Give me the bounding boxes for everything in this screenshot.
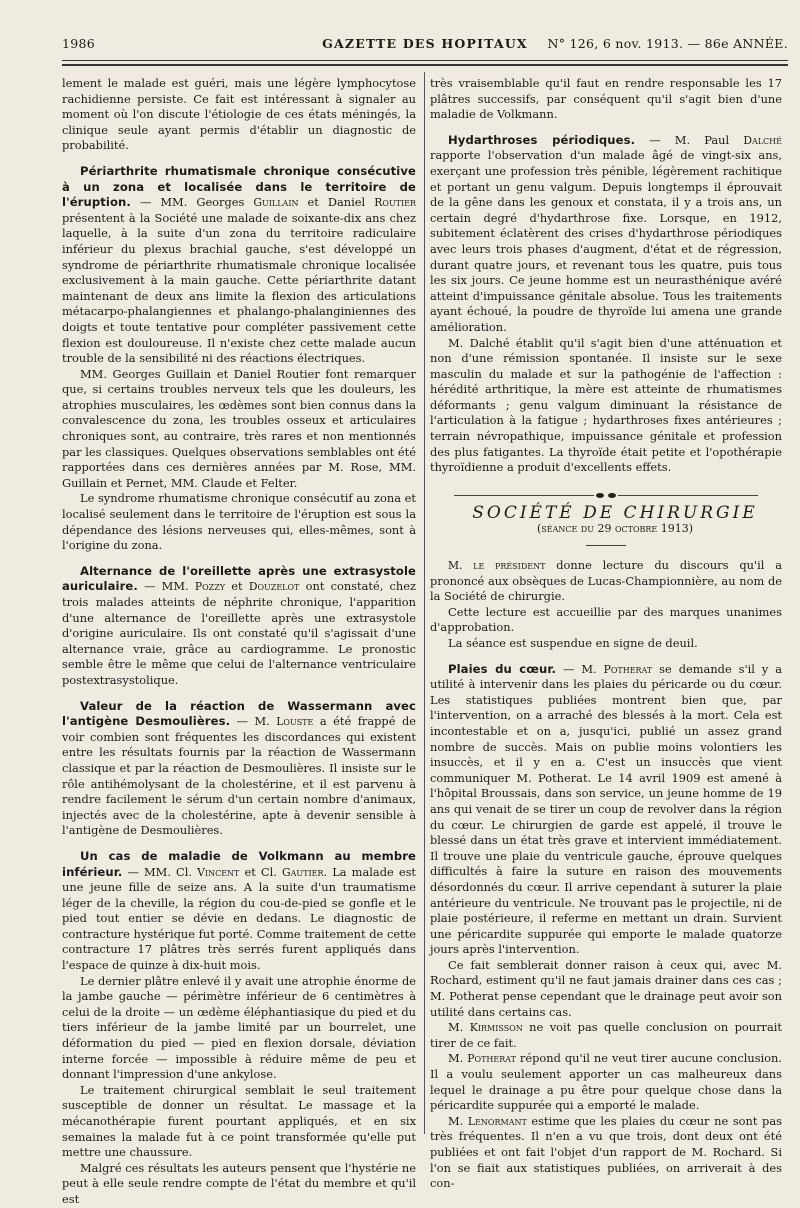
page-number: 1986 bbox=[62, 36, 96, 51]
paragraph-continuation: lement le malade est guéri, mais une légère lymphocytose rachidienne persiste. Ce fait est intéressant à signaler au moment où l'on discute l'étiologie de ces états méningés, la clinique seule ayant permis d'établir un diagnostic de probabilité. bbox=[62, 76, 416, 153]
header-rule-thin bbox=[62, 60, 788, 61]
paragraph: M. Lenormant estime que les plaies du cœur ne sont pas très fréquentes. Il n'en a vu que trois, dont deux ont été publiées et ont fait l'objet d'un rapport de M. Rochard. Si l'on se fiait aux statistiques publiées, on arriverait à des con- bbox=[430, 1113, 782, 1191]
speaker-name: Potherat bbox=[467, 1052, 516, 1066]
left-column bbox=[62, 76, 416, 1208]
speaker-name: M. le président bbox=[448, 559, 546, 573]
section-heading: Valeur de la réaction de Wassermann avec l'antigène Desmoulières. bbox=[62, 698, 416, 729]
author-name: Guillain bbox=[253, 196, 299, 210]
section-heading: Un cas de maladie de Volkmann au membre inférieur. bbox=[62, 848, 416, 879]
paragraph: Cette lecture est accueillie par des marques unanimes d'approbation. bbox=[430, 604, 782, 635]
section-plaies-du-coeur: Plaies du cœur. — M. Potherat se demande s'il y a utilité à intervenir dans les plaies du péricarde ou du cœur. Les statistiques publiées montrent bien que, par l'intervention, on a arraché des blessés à la mort. Cela est incontestable et on a, jusqu'ici, publié un assez grand nombre de succès. Mais on publie moins volontiers les insuccès, et il y en a. C'est un insuccès que vient communiquer M. Potherat. Le 14 avril 1909 est amené à l'hôpital Broussais, dans son service, un jeune homme de 19 ans qui venait de se tirer un coup de revolver dans la région du cœur. Le chirurgien de garde est appelé, il trouve le blessé dans un état très grave et intervient immédiatement. Il trouve une plaie du ventricule gauche, éprouve quelques difficultés à faire la suture en raison des mouvements désordonnés du cœur. Il arrive cependant à suturer la plaie antérieure du ventricule. Ne trouvant pas le projectile, ni de plaie postérieure, il referme en mettant un drain. Survient une péricardite suppurée qui emporte le malade quatorze jours après l'intervention. bbox=[430, 661, 782, 957]
author-name: Routier bbox=[374, 196, 417, 210]
column-divider bbox=[424, 72, 425, 1134]
author-name: Dalché bbox=[743, 133, 782, 147]
speaker-name: Lenormant bbox=[467, 1114, 527, 1128]
speaker-name: Kirmisson bbox=[469, 1021, 523, 1035]
paragraph: M. le président donne lecture du discours qu'il a prononcé aux obsèques de Lucas-Championnière, au nom de la Société de chirurgie. bbox=[430, 558, 782, 604]
section-heading: Hydarthroses périodiques. bbox=[448, 132, 636, 147]
author-name: Vincent bbox=[197, 865, 240, 879]
society-title: SOCIÉTÉ DE CHIRURGIE bbox=[472, 502, 758, 523]
speaker-name: Potherat bbox=[603, 662, 653, 676]
session-date: (séance du 29 octobre 1913) bbox=[536, 522, 694, 536]
issue-info: N° 126, 6 nov. 1913. — 86e ANNÉE. bbox=[547, 36, 788, 51]
section-alternance: Alternance de l'oreillette après une extrasystole auriculaire. — MM. Pozzy et Douzelot ont constaté, chez trois malades atteints de néphrite chronique, l'apparition d'une alternance de l'oreillette après une extrasystole d'origine auriculaire. Ils ont constaté qu'il s'agissait d'une alternance vraie, grâce au cardiogramme. Le pronostic semble être le même que celui de l'alternance ventriculaire postextrasystolique. bbox=[62, 563, 416, 687]
author-name: Louste bbox=[276, 715, 314, 729]
section-hydarthroses: Hydarthroses périodiques. — M. Paul Dalché rapporte l'observation d'un malade âgé de vingt-six ans, exerçant une profession très pénible, légèrement rachitique et portant un genu valgum. Depuis longtemps il éprouvait de la gêne dans les genoux et constata, il y a trois ans, un certain degré d'hydarthrose fixe. Lorsque, en 1912, subitement éclatèrent des crises d'hydarthrose périodiques avec leurs trois phases d'augment, d'état et de régression, durant quatre jours, et revenant tous les quatre, puis tous les six jours. Ce jeune homme est un neurasthénique avéré atteint d'impuissance génitale absolue. Tous les traitements ayant échoué, la poudre de thyroïde lui amena une grande amélioration. bbox=[430, 132, 782, 334]
paragraph: M. Kirmisson ne voit pas quelle conclusion on pourrait tirer de ce fait. bbox=[430, 1020, 782, 1050]
paragraph: Le traitement chirurgical semblait le seul traitement susceptible de donner un résultat. Le massage et la mécanothérapie furent pourtant appliqués, et en six semaines la malade fut à ce point transformée qu'elle put mettre une chaussure. bbox=[62, 1082, 416, 1160]
author-name: Pozzy bbox=[194, 580, 226, 594]
section-heading: Plaies du cœur. bbox=[448, 661, 557, 676]
author-name: Gautier bbox=[281, 865, 324, 879]
section-heading: Alternance de l'oreillette après une extrasystole auriculaire. bbox=[62, 563, 416, 594]
paragraph: Le dernier plâtre enlevé il y avait une atrophie énorme de la jambe gauche — périmètre inférieur de 6 centimètres à celui de la droite — un œdème éléphantiasique du pied et du tiers inférieur de la jambe limité par un bourrelet, une déformation du pied — pied en flexion dorsale, déviation interne forcée — impossible à réduire même de peu et donnant l'impression d'une ankylose. bbox=[62, 973, 416, 1082]
section-periarthrite: Périarthrite rhumatismale chronique consécutive à un zona et localisée dans le territoire de l'éruption. — MM. Georges Guillain et Daniel Routier présentent à la Société une malade de soixante-dix ans chez laquelle, à la suite d'un zona du territoire radiculaire inférieur du plexus brachial gauche, s'est développé un syndrome de périarthrite rhumatismale chronique localisée exclusivement à la main gauche. Cette périarthrite datant maintenant de deux ans limite la flexion des articulations métacarpo-phalangiennes et phalango-phalanginiennes des doigts et toute tentative pour compléter passivement cette flexion est douloureuse. Il n'existe chez cette malade aucun trouble de la sensibilité ni des réactions électriques. bbox=[62, 163, 417, 366]
section-volkmann: Un cas de maladie de Volkmann au membre inférieur. — MM. Cl. Vincent et Cl. Gautier. La malade est une jeune fille de seize ans. A la suite d'un traumatisme léger de la cheville, la région du cou-de-pied se gonfle et le pied tout entier se dévie en dedans. Le diagnostic de contracture hystérique fut porté. Comme traitement de cette contracture 17 plâtres très serrés furent appliqués dans l'espace de quinze à dix-huit mois. bbox=[62, 848, 416, 973]
paragraph: M. Potherat répond qu'il ne veut tirer aucune conclusion. Il a voulu seulement apporter un cas malheureux dans lequel le drainage a pu être pour quelque chose dans la péricardite suppurée qui a emporté le malade. bbox=[430, 1051, 782, 1113]
right-column bbox=[430, 76, 782, 1192]
short-rule bbox=[586, 545, 626, 546]
header-rule-thick bbox=[62, 64, 788, 66]
paragraph: La séance est suspendue en signe de deuil. bbox=[448, 636, 698, 650]
paragraph-continuation: très vraisemblable qu'il faut en rendre responsable les 17 plâtres successifs, par conséquent qu'il s'agit bien d'une maladie de Volkmann. bbox=[430, 76, 782, 122]
paragraph: M. Dalché établit qu'il s'agit bien d'une atténuation et non d'une rémission spontanée. Il insiste sur le sexe masculin du malade et sur la pathogénie de l'affection : hérédité arthritique, la mère est atteinte de rhumatismes déformants ; genu valgum diminuant la résistance de l'articulation à la fatigue ; hydarthroses fixes antérieures ; terrain névropathique, impuissance génitale et profession des plus fatigantes. La thyroïde était petite et l'opothérapie thyroïdienne a produit d'excellents effets. bbox=[430, 335, 782, 475]
paragraph: MM. Georges Guillain et Daniel Routier font remarquer que, si certains troubles nerveux tels que les douleurs, les atrophies musculaires, les œdèmes sont bien connus dans la convalescence du zona, les troubles osseux et articulaires chroniques sont, au contraire, très rares et non mentionnés par les classiques. Quelques observations semblables ont été rapportées dans ces dernières années par M. Rose, MM. Guillain et Pernet, MM. Claude et Felter. bbox=[62, 366, 416, 490]
paragraph: Malgré ces résultats les auteurs pensent que l'hystérie ne peut à elle seule rendre compte de l'état du membre et qu'il est bbox=[62, 1160, 416, 1206]
paragraph: Ce fait semblerait donner raison à ceux qui, avec M. Rochard, estiment qu'il ne faut jamais drainer dans ces cas ; M. Potherat pense cependant que le drainage peut avoir son utilité dans certains cas. bbox=[430, 957, 782, 1019]
paragraph: Le syndrome rhumatisme chronique consécutif au zona et localisé seulement dans le territoire de l'éruption est sous la dépendance des lésions nerveuses qui, elles-mêmes, sont à l'origine du zona. bbox=[62, 491, 416, 553]
journal-title: GAZETTE DES HOPITAUX bbox=[322, 36, 528, 51]
page-header bbox=[62, 36, 788, 56]
section-ornament bbox=[430, 488, 782, 496]
author-name: Douzelot bbox=[248, 580, 300, 594]
section-heading: Périarthrite rhumatismale chronique consécutive à un zona et localisée dans le territoire de l'éruption. bbox=[62, 163, 416, 210]
section-wassermann: Valeur de la réaction de Wassermann avec l'antigène Desmoulières. — M. Louste a été frappé de voir combien sont fréquentes les discordances qui existent entre les résultats fournis par la réaction de Wassermann classique et par la réaction de Desmoulières. Il insiste sur le rôle antihémolysant de la cholestérine, et il est parvenu à rendre facilement le sérum d'un certain nombre d'animaux, injectés avec de la cholestérine, apte à devenir sensible à l'antigène de Desmoulières. bbox=[62, 698, 416, 838]
